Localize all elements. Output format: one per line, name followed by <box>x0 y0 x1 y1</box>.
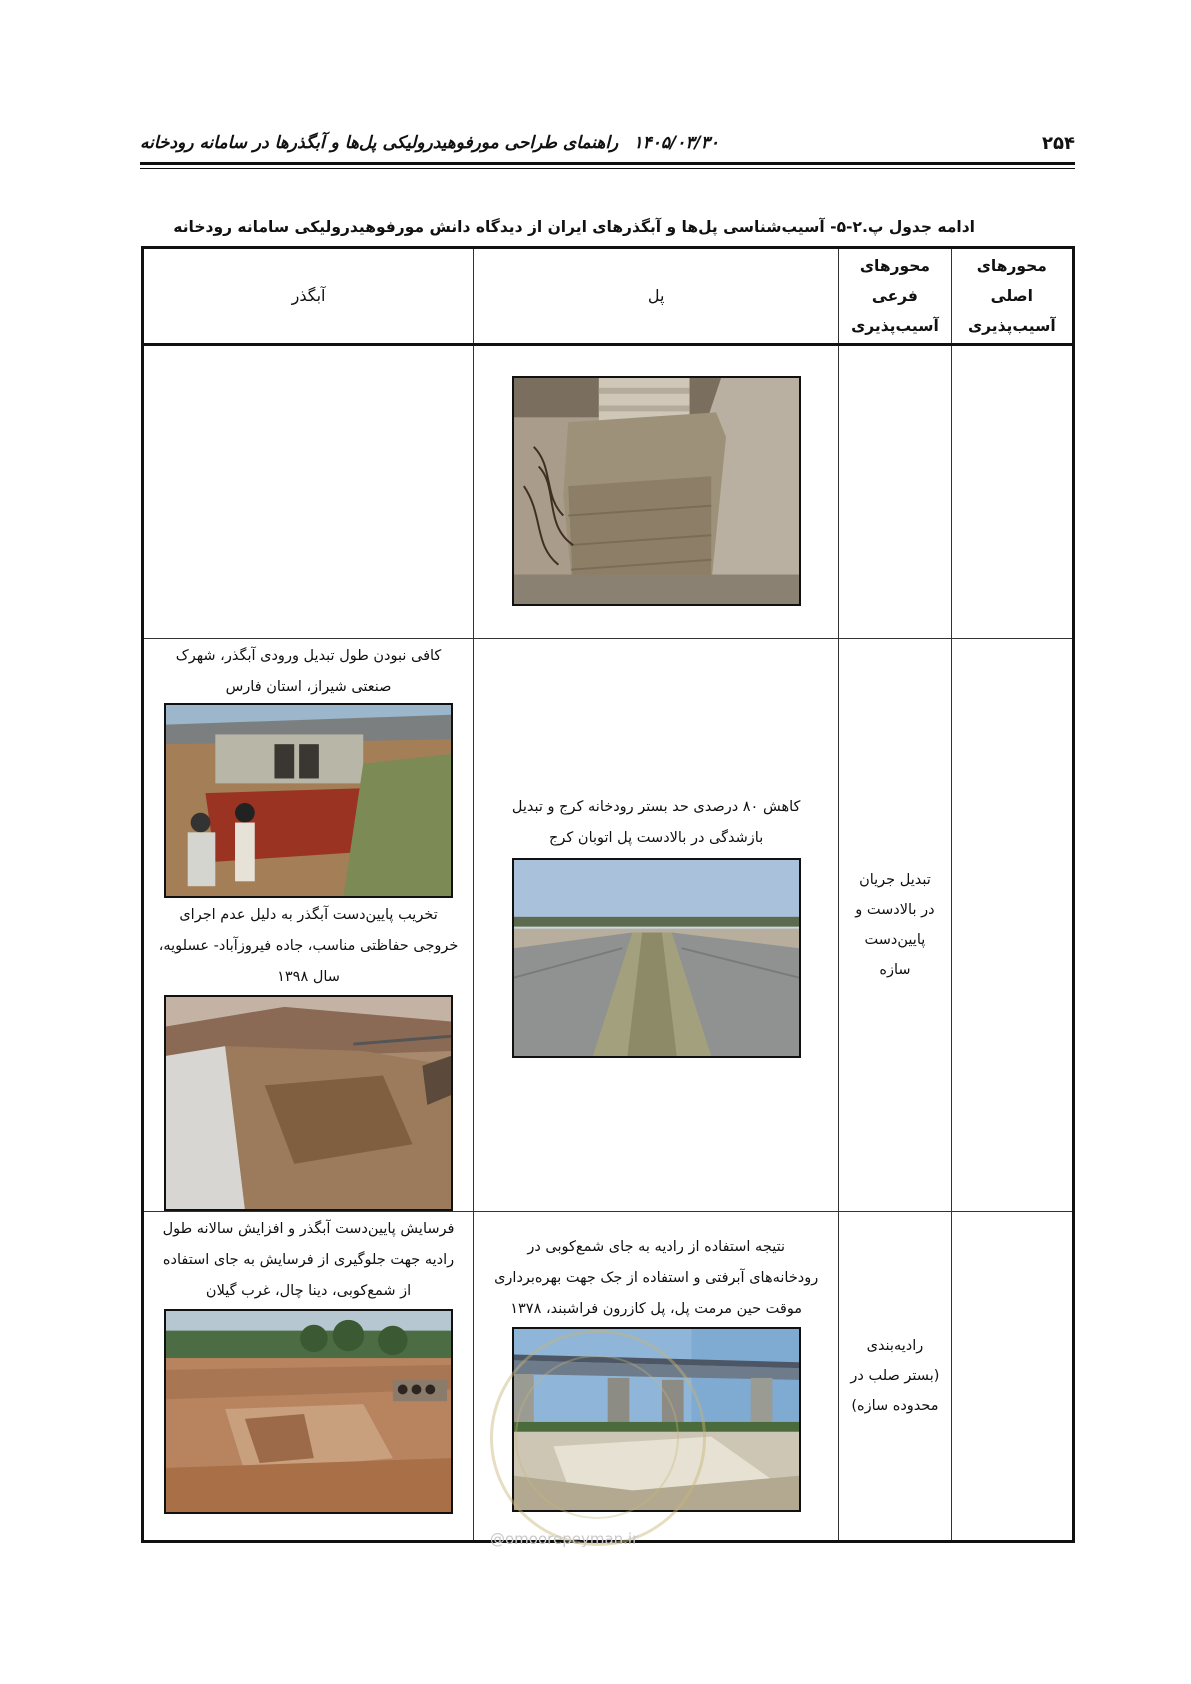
caption-line: فرسایش پایین‌دست آبگذر و افزایش سالانه طول <box>162 1221 455 1237</box>
header-main-axes <box>951 248 1073 345</box>
firuzabad-culvert-erosion-photo <box>164 995 453 1211</box>
header-rule-thick <box>140 162 1075 165</box>
header-title: راهنمای طراحی مورفوهیدرولیکی پل‌ها و آبگذرها در سامانه رودخانه <box>140 133 619 153</box>
sub-axis-cell <box>839 639 951 1212</box>
sub-axis-line: تبدیل جریان <box>859 872 931 888</box>
bridge-caption <box>474 792 838 854</box>
culvert-cell <box>143 345 474 639</box>
bridge-cell <box>474 639 839 1212</box>
header-date: ۱۴۰۵/۰۳/۳۰ <box>633 133 719 153</box>
sub-axis-text <box>839 1331 950 1421</box>
sub-axis-cell <box>839 345 951 639</box>
main-axis-cell <box>951 1212 1073 1542</box>
bridge-pier-scour-photo <box>512 376 801 606</box>
culvert-cell <box>143 1212 474 1542</box>
culvert-caption <box>144 900 473 993</box>
main-axis-cell <box>951 639 1073 1212</box>
shiraz-culvert-inlet-photo <box>164 703 453 898</box>
vulnerability-table <box>141 246 1075 1543</box>
bridge-cell <box>474 1212 839 1542</box>
table-row <box>143 345 1074 639</box>
sub-axis-line: (بستر صلب در <box>850 1368 940 1384</box>
sub-axis-line: در بالادست و <box>855 902 935 918</box>
caption-line: رادیه جهت جلوگیری از فرسایش به جای استفاده <box>162 1252 455 1268</box>
karaj-river-channel-photo <box>512 858 801 1058</box>
sub-axis-line: رادیه‌بندی <box>866 1338 924 1354</box>
caption-line: صنعتی شیراز، استان فارس <box>225 679 392 695</box>
caption-line: بازشدگی در بالادست پل اتوبان کرج <box>549 830 764 846</box>
culvert-cell <box>143 639 474 1212</box>
caption-line: کافی نبودن طول تبدیل ورودی آبگذر، شهرک <box>175 648 442 664</box>
kazerun-bridge-photo <box>512 1327 801 1512</box>
header-main-line-3: آسیب‌پذیری <box>967 317 1056 335</box>
dinachal-culvert-erosion-photo <box>164 1309 453 1514</box>
header-culvert: آبگذر <box>143 248 474 345</box>
table-caption: ادامه جدول پ.۲-۵- آسیب‌شناسی پل‌ها و آبگذرهای ایران از دیدگاه دانش مورفوهیدرولیکی سامانه رودخانه <box>173 218 975 236</box>
sub-axis-text <box>839 865 950 985</box>
table-row <box>143 639 1074 1212</box>
header-main-line-2: اصلی <box>990 287 1033 305</box>
caption-line: تخریب پایین‌دست آبگذر به دلیل عدم اجرای <box>179 907 438 923</box>
page-number: ۲۵۴ <box>1042 133 1075 154</box>
caption-line: خروجی حفاظتی مناسب، جاده فیروزآباد- عسلویه، <box>158 938 459 954</box>
page-header <box>140 127 1075 159</box>
caption-line: کاهش ۸۰ درصدی حد بستر رودخانه کرج و تبدیل <box>511 799 801 815</box>
sub-axis-line: محدوده سازه) <box>851 1398 939 1414</box>
header-sub-line-1: محورهای <box>859 257 931 275</box>
watermark-text: @omoorepeyman.ir <box>490 1530 639 1548</box>
caption-line: نتیجه استفاده از رادیه به جای شمع‌کوبی در <box>527 1239 785 1255</box>
bridge-caption <box>474 1212 838 1325</box>
sub-axis-line: پایین‌دست <box>864 932 926 948</box>
header-main-line-1: محورهای <box>976 257 1047 275</box>
culvert-caption <box>144 1212 473 1307</box>
table-header-row <box>143 248 1074 345</box>
caption-line: از شمع‌کوبی، دینا چال، غرب گیلان <box>205 1283 412 1299</box>
header-sub-line-3: آسیب‌پذیری <box>851 317 939 335</box>
header-sub-axes <box>839 248 951 345</box>
caption-line: موقت حین مرمت پل، پل کازرون فراشبند، ۱۳۷۸ <box>510 1301 803 1317</box>
culvert-caption <box>144 639 473 703</box>
header-sub-line-2: فرعی <box>871 287 918 305</box>
caption-line: رودخانه‌های آبرفتی و استفاده از جک جهت بهره‌برداری <box>494 1270 819 1286</box>
caption-line: سال ۱۳۹۸ <box>277 969 340 985</box>
table-row <box>143 1212 1074 1542</box>
bridge-cell <box>474 345 839 639</box>
sub-axis-cell <box>839 1212 951 1542</box>
main-axis-cell <box>951 345 1073 639</box>
header-rule-thin <box>140 168 1075 169</box>
sub-axis-line: سازه <box>879 962 911 978</box>
header-bridge: پل <box>474 248 839 345</box>
